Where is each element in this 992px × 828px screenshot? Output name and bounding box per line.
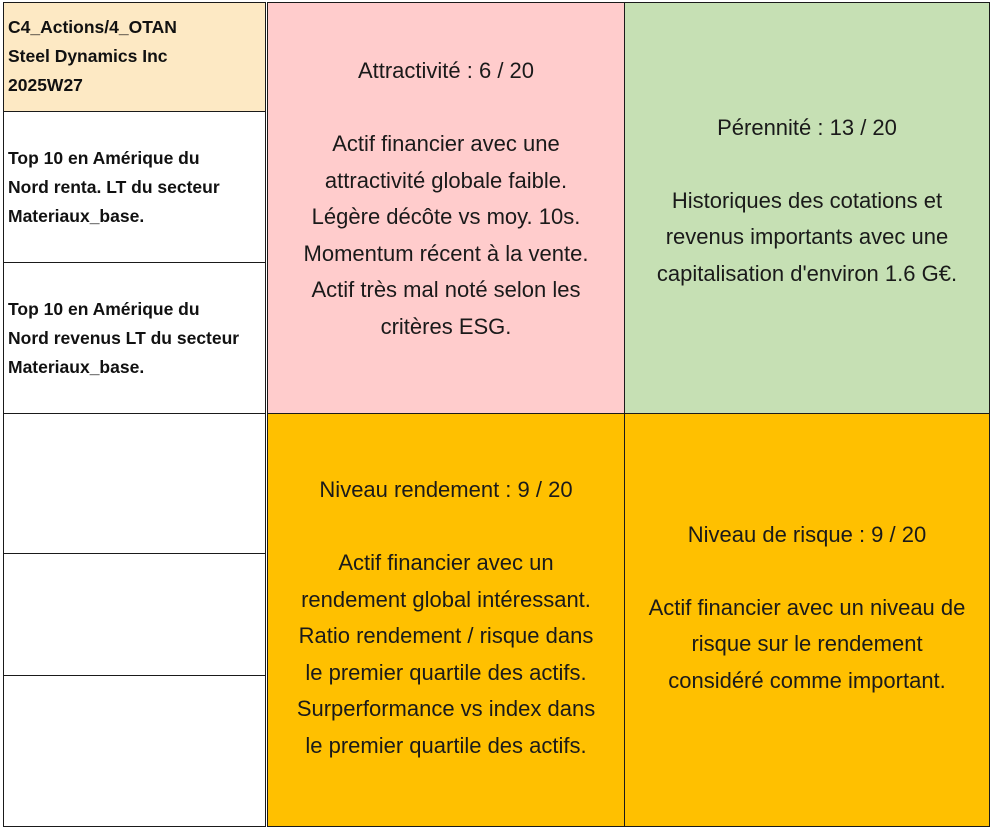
perennite-title: Pérennité : 13 / 20 [717,114,897,140]
perennite-panel [624,2,990,414]
risque-panel [624,413,990,827]
attractivite-body: Actif financier avec une attractivité globale faible. Légère décôte vs moy. 10s. Momentum récent à la vente. Actif très mal noté selon les critères ESG. [303,131,589,339]
asset-header-text [8,13,259,100]
ranking-text-rentabilite: Top 10 en Amérique du Nord renta. LT du secteur Materiaux_base. [8,148,220,226]
rendement-body: Actif financier avec un rendement global intéressant. Ratio rendement / risque dans le premier quartile des actifs. Surperformance vs index dans le premier quartile des actifs. [296,550,596,758]
empty-cell-2 [3,553,266,676]
empty-cell-3 [3,675,266,827]
rendement-panel [267,413,625,827]
empty-cell-1 [3,413,266,554]
week-label: 2025W27 [8,75,83,95]
asset-header-cell [3,2,266,112]
portfolio-path: C4_Actions/4_OTAN [8,17,177,37]
ranking-cell-revenus [3,262,266,414]
attractivite-panel [267,2,625,414]
risque-body: Actif financier avec un niveau de risque sur le rendement considéré comme important. [648,594,966,693]
risque-title: Niveau de risque : 9 / 20 [687,521,927,547]
perennite-body: Historiques des cotations et revenus importants avec une capitalisation d'environ 1.6 G€. [656,187,958,286]
rendement-title: Niveau rendement : 9 / 20 [319,477,573,502]
ranking-text-revenus: Top 10 en Amérique du Nord revenus LT du secteur Materiaux_base. [8,299,240,377]
asset-name: Steel Dynamics Inc [8,46,168,66]
ranking-cell-rentabilite [3,111,266,263]
attractivite-title: Attractivité : 6 / 20 [357,58,535,83]
